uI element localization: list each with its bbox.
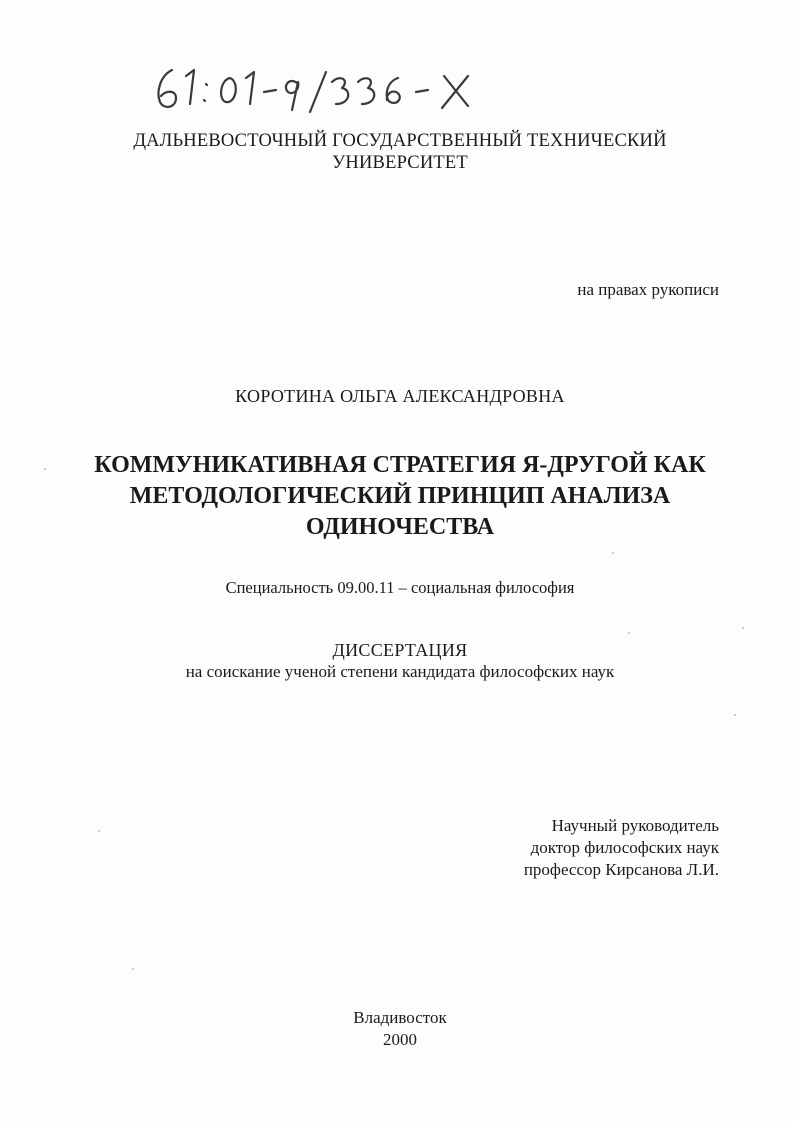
supervisor-block — [524, 815, 719, 881]
title-line-3: ОДИНОЧЕСТВА — [305, 514, 495, 540]
supervisor-degree: доктор философских наук — [530, 838, 719, 857]
place-and-year — [250, 1007, 550, 1051]
supervisor-name: профессор Кирсанова Л.И. — [523, 860, 719, 879]
specialty: Специальность 09.00.11 – социальная философия — [225, 578, 575, 597]
dissertation-purpose: на соискание ученой степени кандидата философских наук — [185, 662, 615, 681]
institution-line-2: УНИВЕРСИТЕТ — [332, 153, 468, 173]
title-line-1: КОММУНИКАТИВНАЯ СТРАТЕГИЯ Я-ДРУГОЙ КАК — [94, 452, 706, 478]
handwritten-code-drawing — [150, 62, 520, 118]
scan-speck — [612, 552, 614, 554]
scan-speck — [98, 830, 100, 832]
dissertation-info — [100, 640, 700, 682]
manuscript-note: на правах рукописи — [577, 280, 719, 299]
author-name: КОРОТИНА ОЛЬГА АЛЕКСАНДРОВНА — [235, 386, 565, 406]
scan-speck — [742, 627, 744, 629]
scan-speck — [132, 968, 134, 970]
dissertation-title — [60, 450, 740, 543]
place: Владивосток — [353, 1008, 447, 1027]
institution-line-1: ДАЛЬНЕВОСТОЧНЫЙ ГОСУДАРСТВЕННЫЙ ТЕХНИЧЕСКИЙ — [133, 131, 667, 151]
year: 2000 — [383, 1030, 417, 1049]
title-line-2: МЕТОДОЛОГИЧЕСКИЙ ПРИНЦИП АНАЛИЗА — [129, 483, 671, 509]
scan-speck — [734, 714, 736, 716]
scan-speck — [628, 632, 630, 634]
institution-name — [100, 130, 700, 174]
handwritten-archive-code — [150, 62, 520, 118]
supervisor-label: Научный руководитель — [551, 816, 719, 835]
scan-speck — [44, 468, 46, 470]
dissertation-type: ДИССЕРТАЦИЯ — [332, 640, 468, 660]
